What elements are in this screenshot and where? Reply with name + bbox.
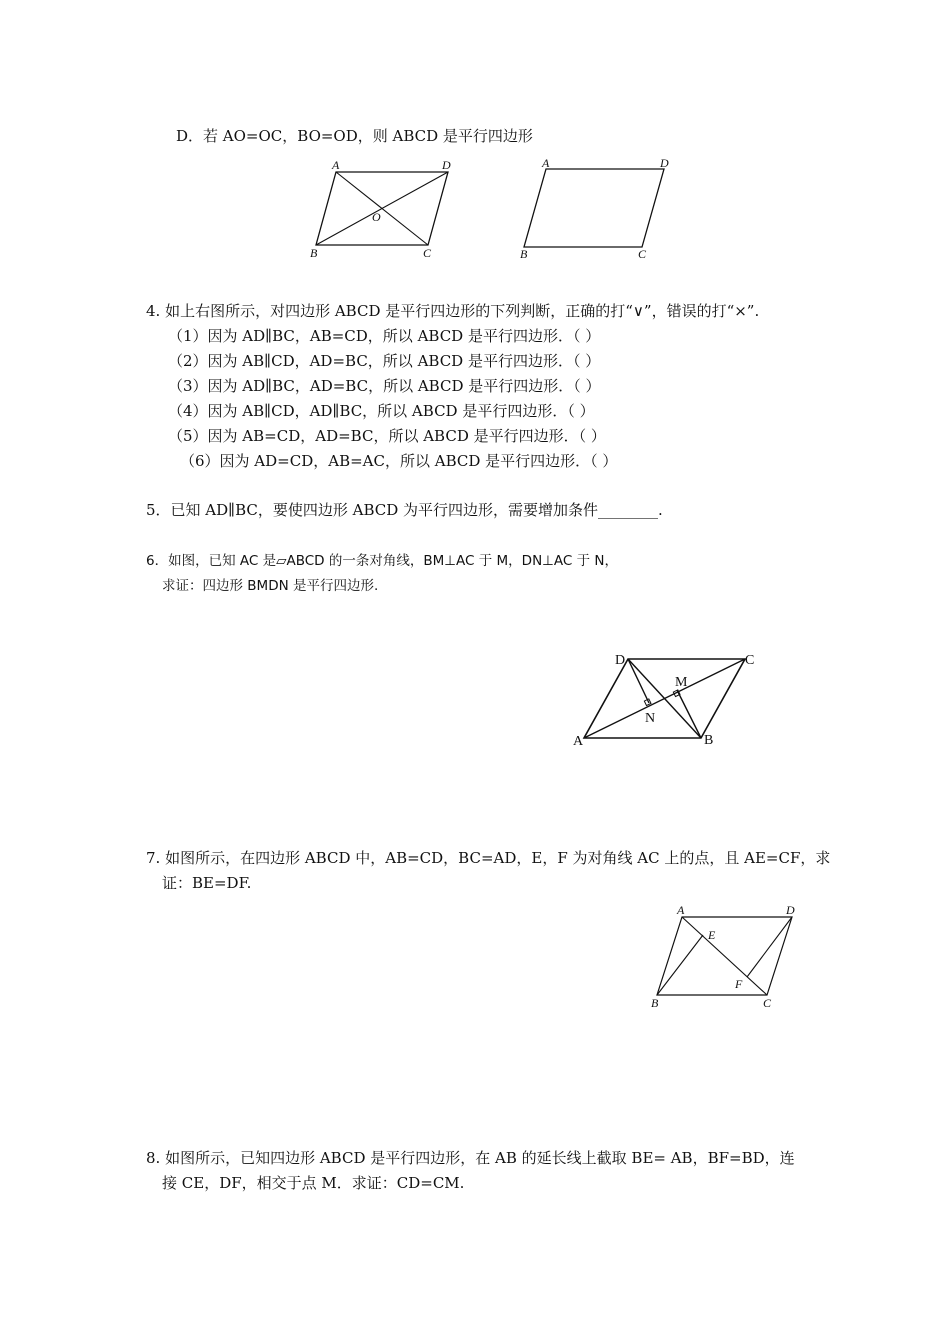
label-d: D <box>615 653 626 668</box>
label-a: A <box>542 156 550 170</box>
q8-line-1: 8. 如图所示，已知四边形 ABCD 是平行四边形，在 AB 的延长线上截取 BE= AB，BF=BD，连 <box>146 1149 795 1167</box>
q3-option-d: D．若 AO=OC，BO=OD，则 ABCD 是平行四边形 <box>176 127 533 145</box>
label-f: F <box>735 977 743 991</box>
q4-item-5: （5）因为 AB=CD，AD=BC，所以 ABCD 是平行四边形．（ ） <box>168 427 606 445</box>
label-a: A <box>332 158 340 172</box>
label-c: C <box>763 996 772 1010</box>
figure-parallelogram-diagonals <box>300 155 470 265</box>
label-b: B <box>310 246 318 260</box>
label-a: A <box>573 734 584 749</box>
q7-line-2: 证：BE=DF. <box>162 874 252 892</box>
label-d: D <box>786 903 795 917</box>
label-n: N <box>645 711 656 726</box>
figure-parallelogram <box>510 150 700 265</box>
label-c: C <box>745 653 755 668</box>
label-c: C <box>423 246 432 260</box>
label-d: D <box>442 158 451 172</box>
q7-line-1: 7. 如图所示，在四边形 ABCD 中，AB=CD，BC=AD，E，F 为对角线 AC 上的点，且 AE=CF，求 <box>146 849 831 867</box>
label-c: C <box>638 247 647 261</box>
q4-item-6: （6）因为 AD=CD，AB=AC，所以 ABCD 是平行四边形．（ ） <box>180 452 618 470</box>
q4-item-4: （4）因为 AB∥CD，AD∥BC，所以 ABCD 是平行四边形．（ ） <box>168 402 595 420</box>
figure-q6-parallelogram <box>565 645 765 755</box>
label-b: B <box>651 996 659 1010</box>
label-m: M <box>675 675 688 690</box>
label-b: B <box>704 733 714 748</box>
label-d: D <box>660 156 669 170</box>
q5-text: 5．已知 AD∥BC，要使四边形 ABCD 为平行四边形，需要增加条件________. <box>146 501 663 519</box>
q4-stem: 4. 如上右图所示，对四边形 ABCD 是平行四边形的下列判断，正确的打“∨”，错误的打“×”. <box>146 302 760 320</box>
q6-line-1: 6．如图，已知 AC 是▱ABCD 的一条对角线，BM⊥AC 于 M，DN⊥AC 于 N， <box>146 553 619 569</box>
q4-item-3: （3）因为 AD∥BC，AD=BC，所以 ABCD 是平行四边形．（ ） <box>168 377 601 395</box>
figure-q7-parallelogram <box>640 900 810 1015</box>
label-b: B <box>520 247 528 261</box>
label-e: E <box>708 928 716 942</box>
q4-item-1: （1）因为 AD∥BC，AB=CD，所以 ABCD 是平行四边形．（ ） <box>168 327 601 345</box>
q4-item-2: （2）因为 AB∥CD，AD=BC，所以 ABCD 是平行四边形．（ ） <box>168 352 601 370</box>
q8-line-2: 接 CE，DF，相交于点 M．求证：CD=CM. <box>162 1174 465 1192</box>
label-o: O <box>372 210 381 224</box>
label-a: A <box>677 903 685 917</box>
q6-line-2: 求证：四边形 BMDN 是平行四边形. <box>162 578 379 594</box>
